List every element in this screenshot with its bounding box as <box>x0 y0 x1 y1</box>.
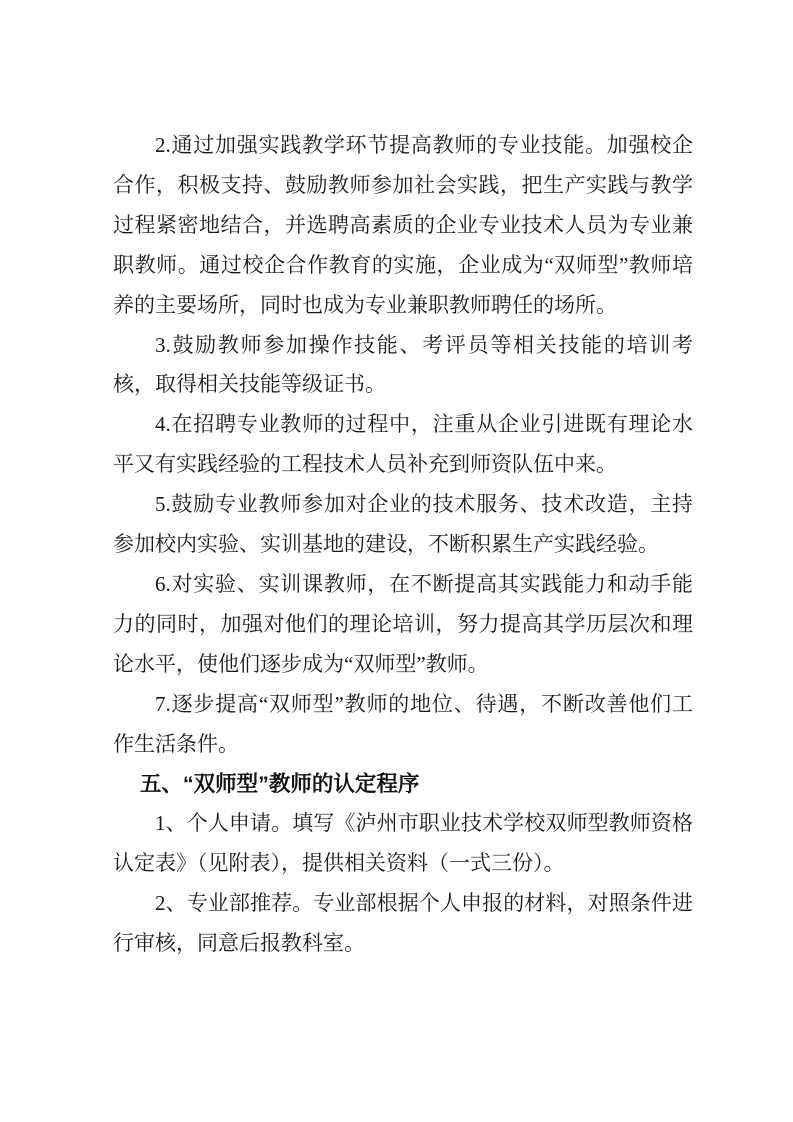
paragraph-item-3: 3.鼓励教师参加操作技能、考评员等相关技能的培训考核，取得相关技能等级证书。 <box>113 332 693 397</box>
paragraph-item-5: 5.鼓励专业教师参加对企业的技术服务、技术改造，主持参加校内实验、实训基地的建设，不断积累生产实践经验。 <box>113 492 693 557</box>
document-content <box>113 126 693 964</box>
section-heading-five: 五、“双师型”教师的认定程序 <box>139 771 420 796</box>
paragraph-item-7: 7.逐步提高“双师型”教师的地位、待遇，不断改善他们工作生活条件。 <box>113 691 693 756</box>
procedure-step-2: 2、专业部推荐。专业部根据个人申报的材料，对照条件进行审核，同意后报教科室。 <box>113 891 693 956</box>
procedure-step-1: 1、个人申请。填写《泸州市职业技术学校双师型教师资格认定表》（见附表），提供相关资料（一式三份）。 <box>113 811 693 876</box>
paragraph-item-4: 4.在招聘专业教师的过程中，注重从企业引进既有理论水平又有实践经验的工程技术人员补充到师资队伍中来。 <box>113 412 693 477</box>
paragraph-item-2: 2.通过加强实践教学环节提高教师的专业技能。加强校企合作，积极支持、鼓励教师参加社会实践，把生产实践与教学过程紧密地结合，并选聘高素质的企业专业技术人员为专业兼职教师。通过校企合作教育的实施，企业成为“双师型”教师培养的主要场所，同时也成为专业兼职教师聘任的场所。 <box>113 133 693 317</box>
paragraph-item-6: 6.对实验、实训课教师，在不断提高其实践能力和动手能力的同时，加强对他们的理论培训，努力提高其学历层次和理论水平，使他们逐步成为“双师型”教师。 <box>113 571 693 676</box>
